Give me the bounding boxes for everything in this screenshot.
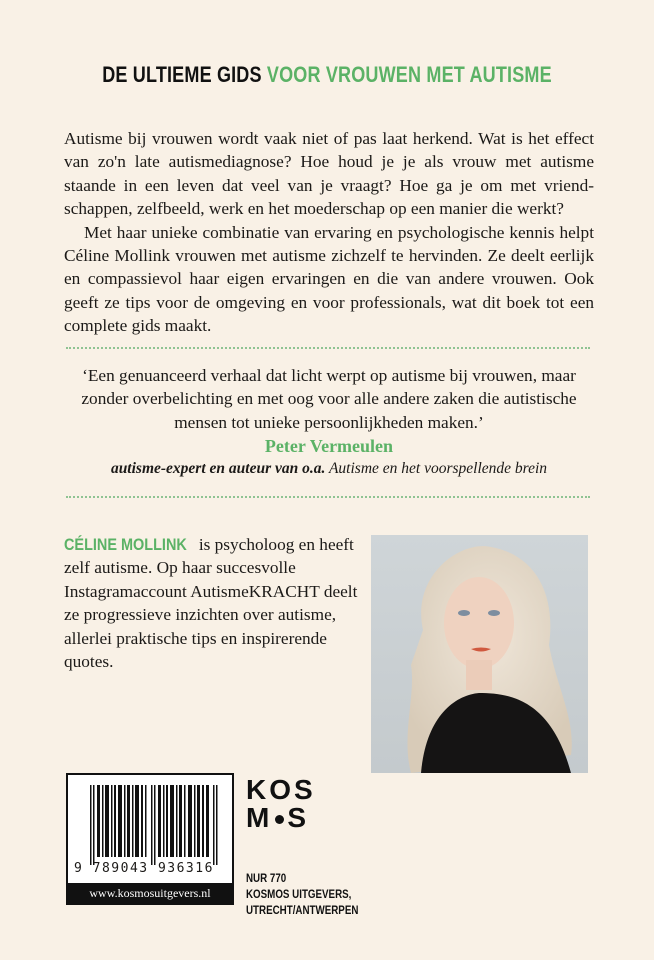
blurb-paragraph-2: Met haar unieke combinatie van ervaring en psychologische kennis helpt Céline Mollink vrouwen met autisme zichzelf te hervinden. Ze deelt eerlijk en compassievol haar eigen ervaringen en die van andere vrouwen. Ook geeft ze tips voor de omgeving en voor professionals, wat dit boek tot een complete gids maakt. [64,222,594,336]
isbn-number: 9 789043 936316 [74,861,214,876]
quote-role-book-title: Autisme en het voorspellende brein [328,460,548,477]
headline-part2: VOOR VROUWEN MET AUTISME [266,62,552,87]
dotted-divider-top [66,347,590,349]
publisher-info [246,871,358,919]
blurb-paragraph-1: Autisme bij vrouwen wordt vaak niet of pas laat herkend. Wat is het effect van zo'n late autismediagnose? Hoe houd je je als vrouw met autisme staande in een leven dat veel van je vraagt? Hoe ga je om met vriendschappen, zelfbeeld, werk en het moederschap op een manier die werkt? [64,129,594,219]
logo-letter-m: M [246,802,273,833]
logo-letter-s: S [287,802,310,833]
kosmos-logo [246,776,316,832]
author-portrait-image [371,535,588,773]
author-bio-text: is psycholoog en heeft zelf autisme. Op haar succesvolle Instagramaccount AutismeKRACHT deelt ze progressieve inzichten over autisme, allerlei praktische tips en inspirerende quotes. [64,535,358,672]
publisher-location: UTRECHT/ANTWERPEN [246,905,359,917]
quote-role-bold: autisme-expert en auteur van o.a. [110,460,326,477]
author-name: CÉLINE MOLLINK [64,535,187,554]
barcode [66,773,234,905]
blurb [64,127,594,338]
quote-author-role [64,460,594,478]
logo-dot-icon [275,815,284,824]
author-photo [371,535,588,773]
publisher-url: www.kosmosuitgevers.nl [68,883,232,903]
review-quote: ‘Een genuanceerd verhaal dat licht werpt op autisme bij vrouwen, maar zonder overbelichting en met oog voor alle andere zaken die autistische mensen tot unieke persoonlijkheden maken.’ [81,366,577,432]
kosmos-logo-line2 [246,804,316,832]
headline-part1: DE ULTIEME GIDS [102,62,262,87]
nur-code: NUR 770 [246,873,287,885]
dotted-divider-bottom [66,496,590,498]
barcode-bars [90,785,218,865]
publisher-name: KOSMOS UITGEVERS, [246,889,352,901]
headline [59,62,595,88]
kosmos-logo-line1: KOS [246,774,316,805]
author-bio [64,533,364,673]
quote-author: Peter Vermeulen [264,436,394,456]
